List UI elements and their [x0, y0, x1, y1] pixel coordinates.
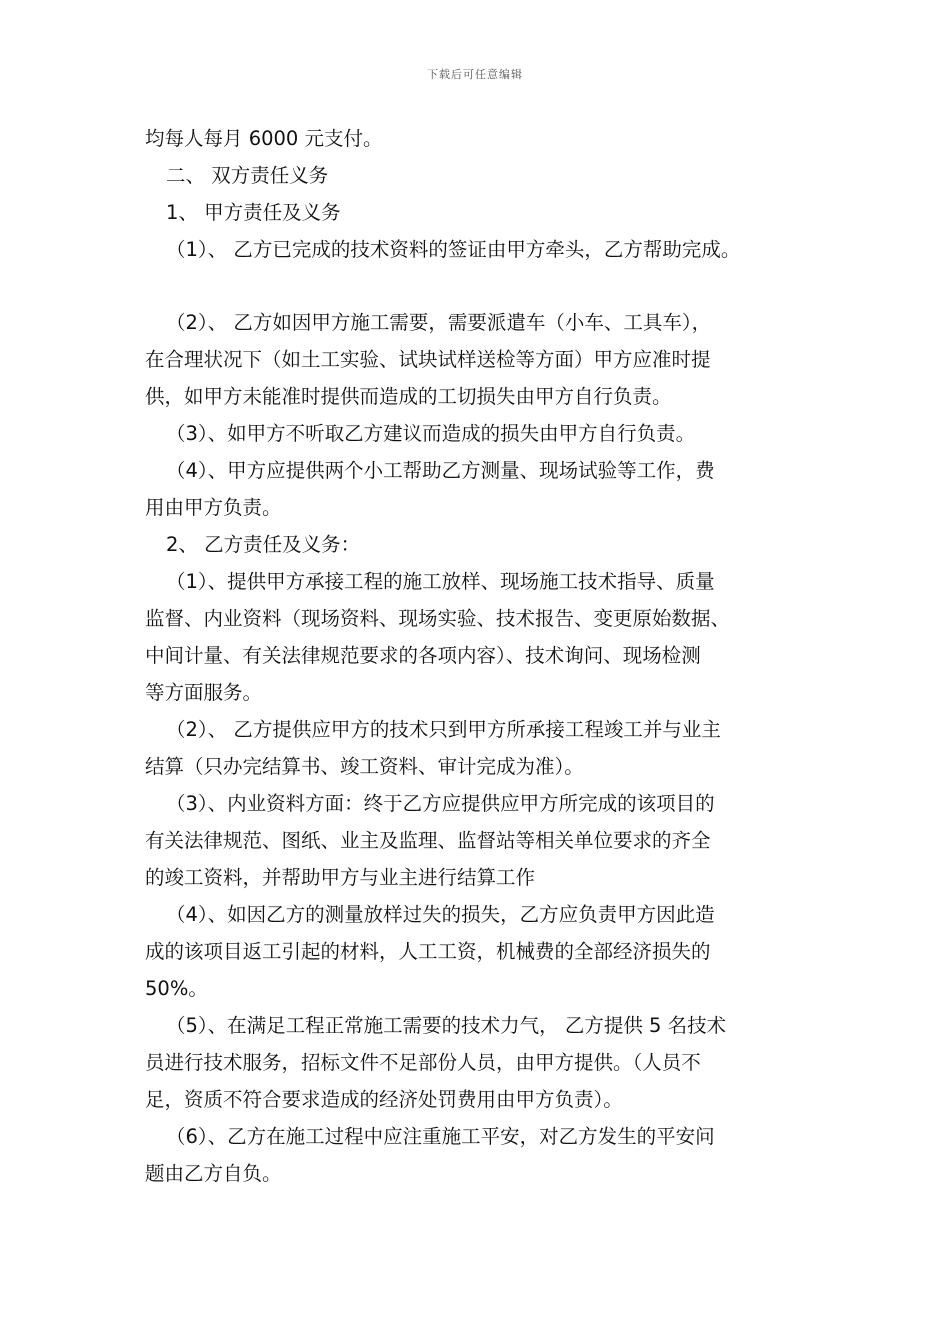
- text-line: （3）、如甲方不听取乙方建议而造成的损失由甲方自行负责。: [166, 422, 696, 445]
- text-line: 等方面服务。: [145, 681, 263, 704]
- text-line: （1）、 乙方已完成的技术资料的签证由甲方牵头，乙方帮助完成。: [166, 238, 741, 261]
- text-line: （1）、提供甲方承接工程的施工放样、现场施工技术指导、质量: [166, 570, 715, 593]
- text-line: 有关法律规范、图纸、业主及监理、监督站等相关单位要求的齐全: [145, 829, 711, 852]
- text-line: （5）、在满足工程正常施工需要的技术力气， 乙方提供 5 名技术: [166, 1014, 727, 1037]
- text-line: 成的该项目返工引起的材料，人工工资，机械费的全部经济损失的: [145, 940, 711, 963]
- text-line: 中间计量、有关法律规范要求的各项内容）、技术询问、现场检测: [145, 644, 701, 667]
- text-line: 二、 双方责任义务: [166, 164, 329, 187]
- text-line: 结算（只办完结算书、竣工资料、审计完成为准）。: [145, 755, 584, 778]
- text-line: 2、 乙方责任及义务：: [166, 533, 361, 556]
- text-line: 监督、内业资料（现场资料、现场实验、技术报告、变更原始数据、: [145, 607, 731, 630]
- page-header: 下载后可任意编辑: [427, 68, 523, 81]
- text-line: 均每人每月 6000 元支付。: [145, 127, 383, 150]
- document-body: [145, 120, 825, 1192]
- text-line: 的竣工资料，并帮助甲方与业主进行结算工作: [145, 866, 536, 889]
- text-line: （2）、 乙方提供应甲方的技术只到甲方所承接工程竣工并与业主: [166, 718, 721, 741]
- text-line: 50%。: [145, 977, 208, 1000]
- text-line: 1、 甲方责任及义务: [166, 201, 341, 224]
- text-line: 题由乙方自负。: [145, 1162, 282, 1185]
- text-line: （4）、甲方应提供两个小工帮助乙方测量、现场试验等工作，费: [166, 459, 715, 482]
- text-line: 用由甲方负责。: [145, 496, 282, 519]
- text-line: 供，如甲方未能准时提供而造成的工切损失由甲方自行负责。: [145, 385, 672, 408]
- text-line: （3）、内业资料方面：终于乙方应提供应甲方所完成的该项目的: [166, 792, 715, 815]
- text-line: （6）、乙方在施工过程中应注重施工平安，对乙方发生的平安问: [166, 1125, 715, 1148]
- text-line: 员进行技术服务，招标文件不足部份人员，由甲方提供。（人员不: [145, 1051, 701, 1074]
- text-line: 足，资质不符合要求造成的经济处罚费用由甲方负责）。: [145, 1088, 623, 1111]
- text-line: （4）、如因乙方的测量放样过失的损失，乙方应负责甲方因此造: [166, 903, 715, 926]
- text-line: （2）、 乙方如因甲方施工需要，需要派遣车（小车、工具车），: [166, 311, 712, 334]
- text-line: 在合理状况下（如土工实验、试块试样送检等方面）甲方应准时提: [145, 348, 711, 371]
- paragraph-gap: [145, 268, 825, 304]
